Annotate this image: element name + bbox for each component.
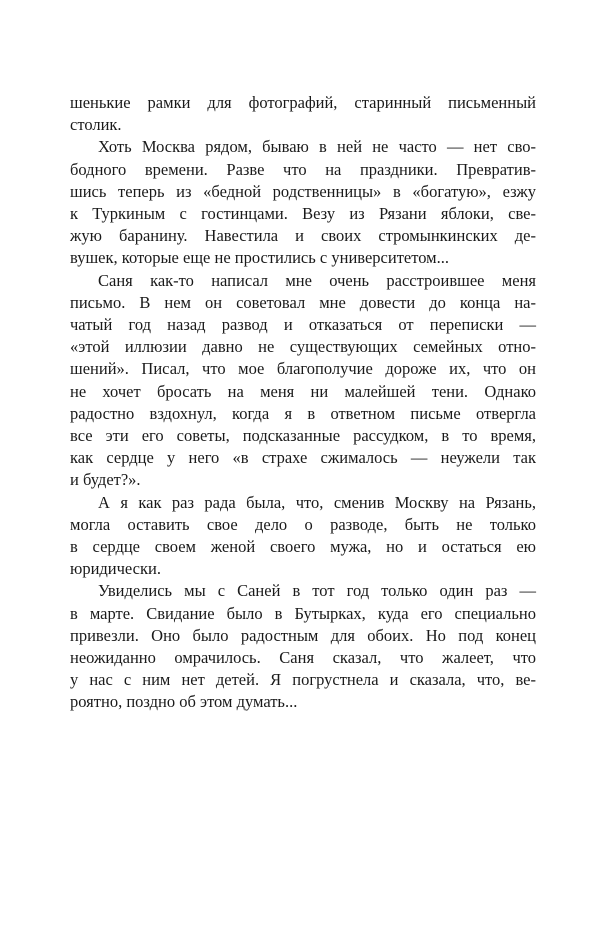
paragraph-4 <box>70 492 536 581</box>
paragraph-1 <box>70 92 536 136</box>
text-line: жую баранину. Навестила и своих стромынкинских де- <box>70 226 536 246</box>
text-line: как сердце у него «в страхе сжималось — неужели так <box>70 448 536 468</box>
text-line: не хочет бросать на меня ни малейшей тени. Однако <box>70 381 536 401</box>
text-line: у нас с ним нет детей. Я погрустнела и сказала, что, ве- <box>70 670 536 690</box>
text-line: бодного времени. Разве что на праздники. Превратив- <box>70 159 536 179</box>
text-line: юридически. <box>70 559 161 579</box>
paragraph-3 <box>70 270 536 492</box>
text-line: вушек, которые еще не простились с университетом... <box>70 248 449 268</box>
text-line: роятно, поздно об этом думать... <box>70 692 298 712</box>
text-line: письмо. В нем он советовал мне довести до конца на- <box>70 292 536 312</box>
text-line: Хоть Москва рядом, бываю в ней не часто — нет сво- <box>98 137 536 157</box>
paragraph-5 <box>70 580 536 713</box>
text-line: столик. <box>70 115 122 135</box>
text-line: Увиделись мы с Саней в тот год только один раз — <box>98 581 536 601</box>
text-line: Саня как-то написал мне очень расстроившее меня <box>98 270 536 290</box>
page-text <box>70 92 536 714</box>
text-line: шений». Писал, что мое благополучие дороже их, что он <box>70 359 536 379</box>
text-line: чатый год назад развод и отказаться от переписки — <box>70 315 536 335</box>
text-line: А я как раз рада была, что, сменив Москву на Рязань, <box>98 492 536 512</box>
text-line: могла оставить свое дело о разводе, быть не только <box>70 514 536 534</box>
text-line: в сердце своем женой своего мужа, но и остаться ею <box>70 537 536 557</box>
text-line: шись теперь из «бедной родственницы» в «богатую», езжу <box>70 181 536 201</box>
text-line: «этой иллюзии давно не существующих семейных отно- <box>70 337 536 357</box>
text-line: неожиданно омрачилось. Саня сказал, что жалеет, что <box>70 648 536 668</box>
text-line: шенькие рамки для фотографий, старинный письменный <box>70 93 536 112</box>
paragraph-2 <box>70 136 536 269</box>
text-line: привезли. Оно было радостным для обоих. Но под конец <box>70 625 536 645</box>
text-line: к Туркиным с гостинцами. Везу из Рязани яблоки, све- <box>70 204 536 224</box>
text-line: все эти его советы, подсказанные рассудком, в то время, <box>70 426 536 446</box>
text-line: в марте. Свидание было в Бутырках, куда его специально <box>70 603 536 623</box>
text-line: и будет?». <box>70 470 141 490</box>
text-line: радостно вздохнул, когда я в ответном письме отвергла <box>70 403 536 423</box>
